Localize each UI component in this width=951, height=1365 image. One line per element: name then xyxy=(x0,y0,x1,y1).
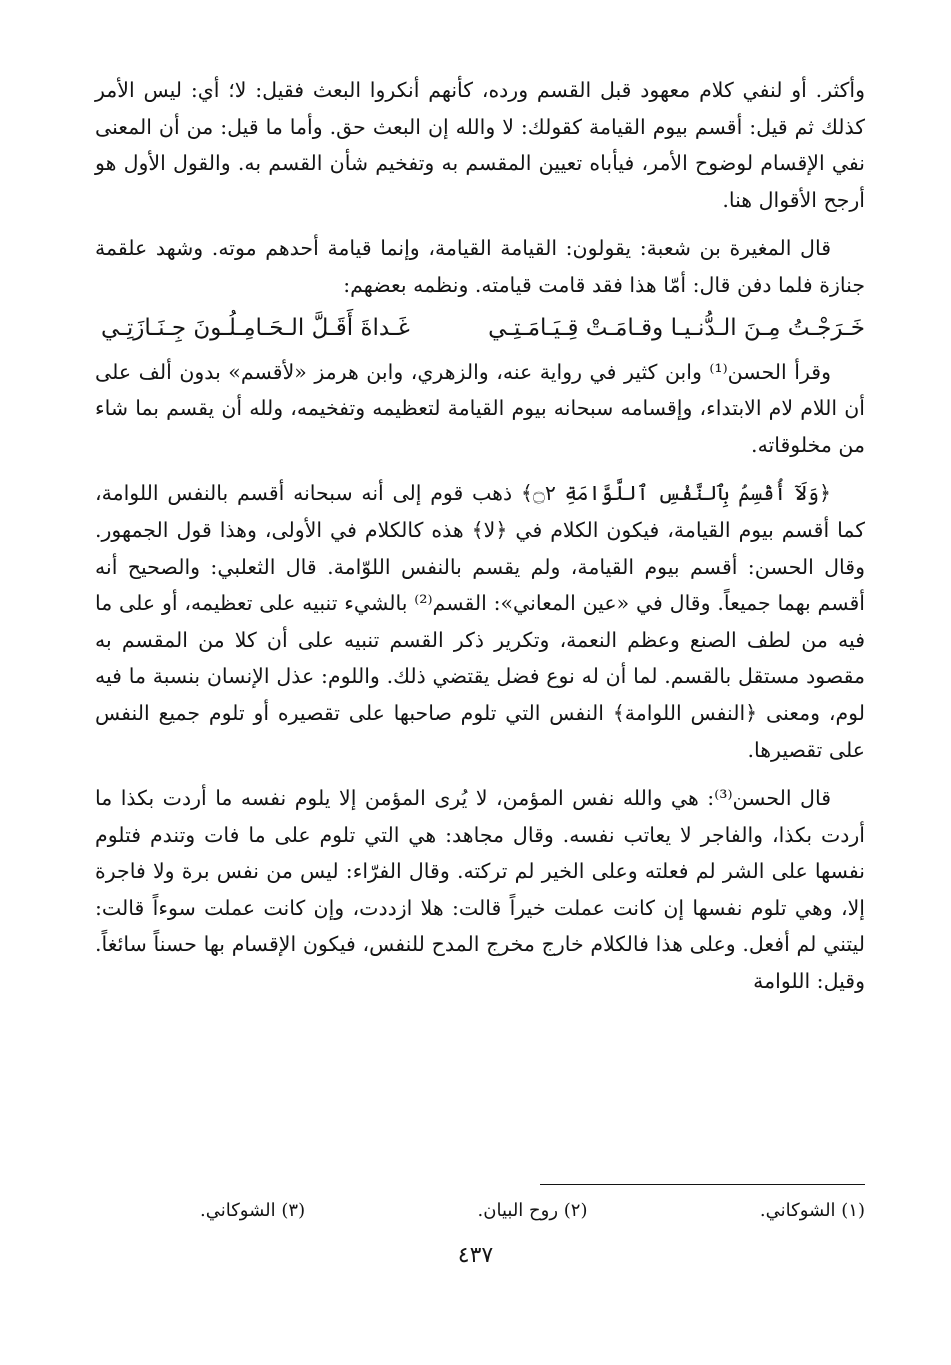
paragraph-1: وأكثر. أو لنفي كلام معهود قبل القسم ورده، كأنهم أنكروا البعث فقيل: لا؛ أي: ليس الأمر كذلك ثم قيل: أقسم بيوم القيامة كقولك: لا والله إن البعث حق. وأما ما قيل: من أن المعنى نفي الإقسام لوضوح الأمر، فيأباه تعيين المقسم به وتفخيم شأن القسم به. والقول الأول هو أرجح الأقوال هنا. xyxy=(95,78,865,212)
paragraph-3: وقرأ الحسن⁽¹⁾ وابن كثير في رواية عنه، والزهري، وابن هرمز «لأقسم» بدون ألف على أن اللام لام الابتداء، وإقسامه سبحانه بيوم القيامة لتعظيمه وتفخيمه، ولله أن يقسم بما شاء من مخلوقاته. xyxy=(95,359,865,457)
paragraph-4: ﴿وَلَآ أُقْسِمُ بِٱلنَّفْسِ ٱللَّوَّامَةِ ۝٢﴾ ذهب قوم إلى أنه سبحانه أقسم بالنفس اللوامة، كما أقسم بيوم القيامة، فيكون الكلام في ﴿لا﴾ هذه كالكلام في الأولى، وهذا قول الجمهور. وقال الحسن: أقسم بيوم القيامة، ولم يقسم بالنفس اللوّامة. قال الثعلبي: والصحيح أنه أقسم بهما جميعاً. وقال في «عين المعاني»: القسم⁽²⁾ بالشيء تنبيه على تعظيمه، أو على ما فيه من لطف الصنع وعظم النعمة، وتكرير ذكر القسم تنبيه على أن كلا من المقسم به مقصود مستقل بالقسم. لما أن له نوع فضل يقتضي ذلك. واللوم: عذل الإنسان بنسبة ما فيه لوم، ومعنى ﴿النفس اللوامة﴾ النفس التي تلوم صاحبها على تقصيره أو تلوم جميع النفس على تقصيرها. xyxy=(95,481,865,762)
main-text xyxy=(95,72,865,1012)
verse-second-hemistich: غَـداةَ أَقَـلَّ الـحَـامِـلُـونَ جِـنَـازَتِـي xyxy=(101,314,410,341)
verse-first-hemistich: خَـرَجْـتُ مِـنَ الـدُّنـيـا وقـامَـتْ قِـيَـامَـتِـي xyxy=(488,314,865,341)
footnote-divider xyxy=(540,1184,865,1185)
paragraph-2: قال المغيرة بن شعبة: يقولون: القيامة القيامة، وإنما قيامة أحدهم موته. وشهد علقمة جنازة فلما دفن قال: أمّا هذا فقد قامت قيامته. ونظمه بعضهم: xyxy=(95,236,865,297)
poetry-verse xyxy=(95,308,865,348)
footnote-1: (١) الشوكاني. xyxy=(759,1200,865,1221)
footnote-3: (٣) الشوكاني. xyxy=(200,1200,306,1221)
footnotes xyxy=(95,1198,865,1224)
page-number: ٤٣٧ xyxy=(457,1243,494,1268)
paragraph-5: قال الحسن⁽³⁾: هي والله نفس المؤمن، لا يُرى المؤمن إلا يلوم نفسه ما أردت بكذا ما أردت بكذا، والفاجر لا يعاتب نفسه. وقال مجاهد: هي التي تلوم على ما فات وتندم فتلوم نفسها على الشر لم فعلته وعلى الخير لم تركته. وقال الفرّاء: ليس من نفس برة ولا فاجرة إلا، وهي تلوم نفسها إن كانت عملت خيراً قالت: هلا ازددت، وإن كانت عملت سوءاً قالت: ليتني لم أفعل. وعلى هذا فالكلام خارج مخرج المدح للنفس، فيكون الإقسام بها حسناً سائغاً. وقيل: اللوامة xyxy=(95,786,865,994)
footnote-2: (٢) روح البيان. xyxy=(477,1200,588,1221)
